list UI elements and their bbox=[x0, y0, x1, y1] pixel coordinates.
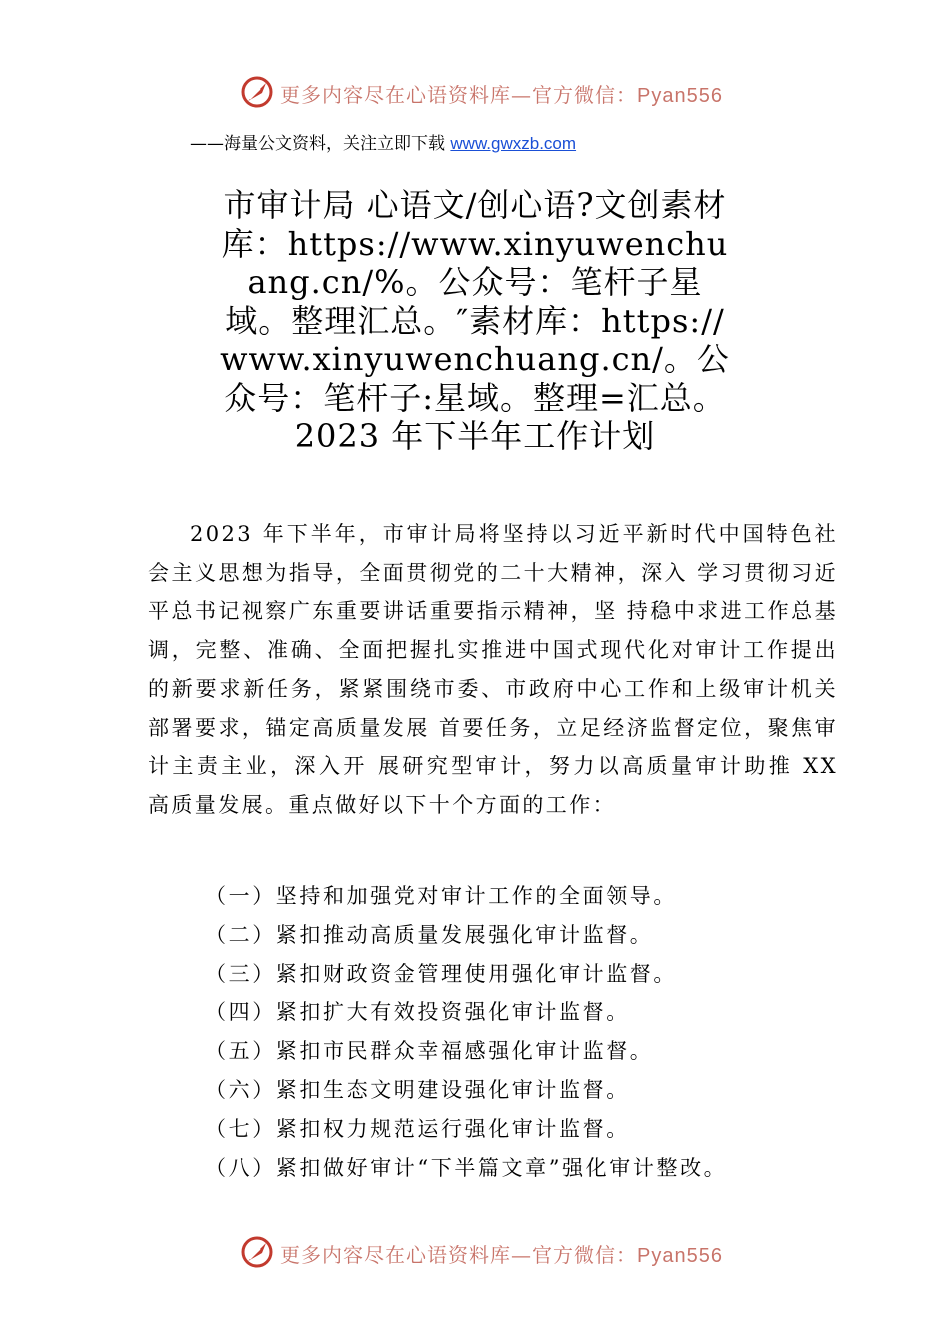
banner-wechat: Pyan556 bbox=[637, 1245, 723, 1267]
quill-logo-icon bbox=[240, 75, 274, 109]
list-item: （八）紧扣做好审计“下半篇文章”强化审计整改。 bbox=[205, 1155, 728, 1180]
list-item: （四）紧扣扩大有效投资强化审计监督。 bbox=[205, 1000, 630, 1025]
site-link[interactable]: www.gwxzb.com bbox=[450, 134, 577, 153]
footer-banner bbox=[0, 1233, 950, 1273]
quill-logo-icon bbox=[240, 1235, 274, 1269]
header-banner bbox=[0, 73, 950, 113]
document-title: 市审计局 心语文/创心语?文创素材库：https://www.xinyuwenchuang.cn/%。公众号：笔杆子星域。整理汇总。″素材库：https://www.xinyuwenchuang.cn/。公众号：笔杆子:星域。整理=汇总。 2023 年下半年工作计划 bbox=[220, 186, 730, 455]
list-item: （三）紧扣财政资金管理使用强化审计监督。 bbox=[205, 961, 677, 986]
intro-paragraph: 2023 年下半年，市审计局将坚持以习近平新时代中国特色社会主义思想为指导，全面贯彻党的二十大精神，深入 学习贯彻习近平总书记视察广东重要讲话重要指示精神，坚 持稳中求进工作总基调，完整、准确、全面把握扎实推进中国式现代化对审计工作提出的新要求新任务，紧紧围绕市委、市政府中心工作和上级审计机关部署要求，锚定高质量发展 首要任务，立足经济监督定位，聚焦审计主责主业，深入开 展研究型审计，努力以高质量审计助推 XX 高质量发展。重点做好以下十个方面的工作： bbox=[148, 522, 838, 817]
list-item: （七）紧扣权力规范运行强化审计监督。 bbox=[205, 1116, 630, 1141]
list-item: （六）紧扣生态文明建设强化审计监督。 bbox=[205, 1077, 630, 1102]
banner-wechat: Pyan556 bbox=[637, 85, 723, 107]
list-item: （二）紧扣推动高质量发展强化审计监督。 bbox=[205, 922, 654, 947]
work-item-list bbox=[205, 877, 845, 1187]
banner-text: 更多内容尽在心语资料库—官方微信：Pyan556 bbox=[280, 83, 723, 107]
list-item: （一）坚持和加强党对审计工作的全面领导。 bbox=[205, 884, 677, 908]
banner-text: 更多内容尽在心语资料库—官方微信：Pyan556 bbox=[280, 1243, 723, 1267]
download-note-text: ——海量公文资料，关注立即下载 bbox=[190, 134, 451, 154]
list-item: （五）紧扣市民群众幸福感强化审计监督。 bbox=[205, 1039, 654, 1064]
download-note bbox=[190, 129, 576, 154]
